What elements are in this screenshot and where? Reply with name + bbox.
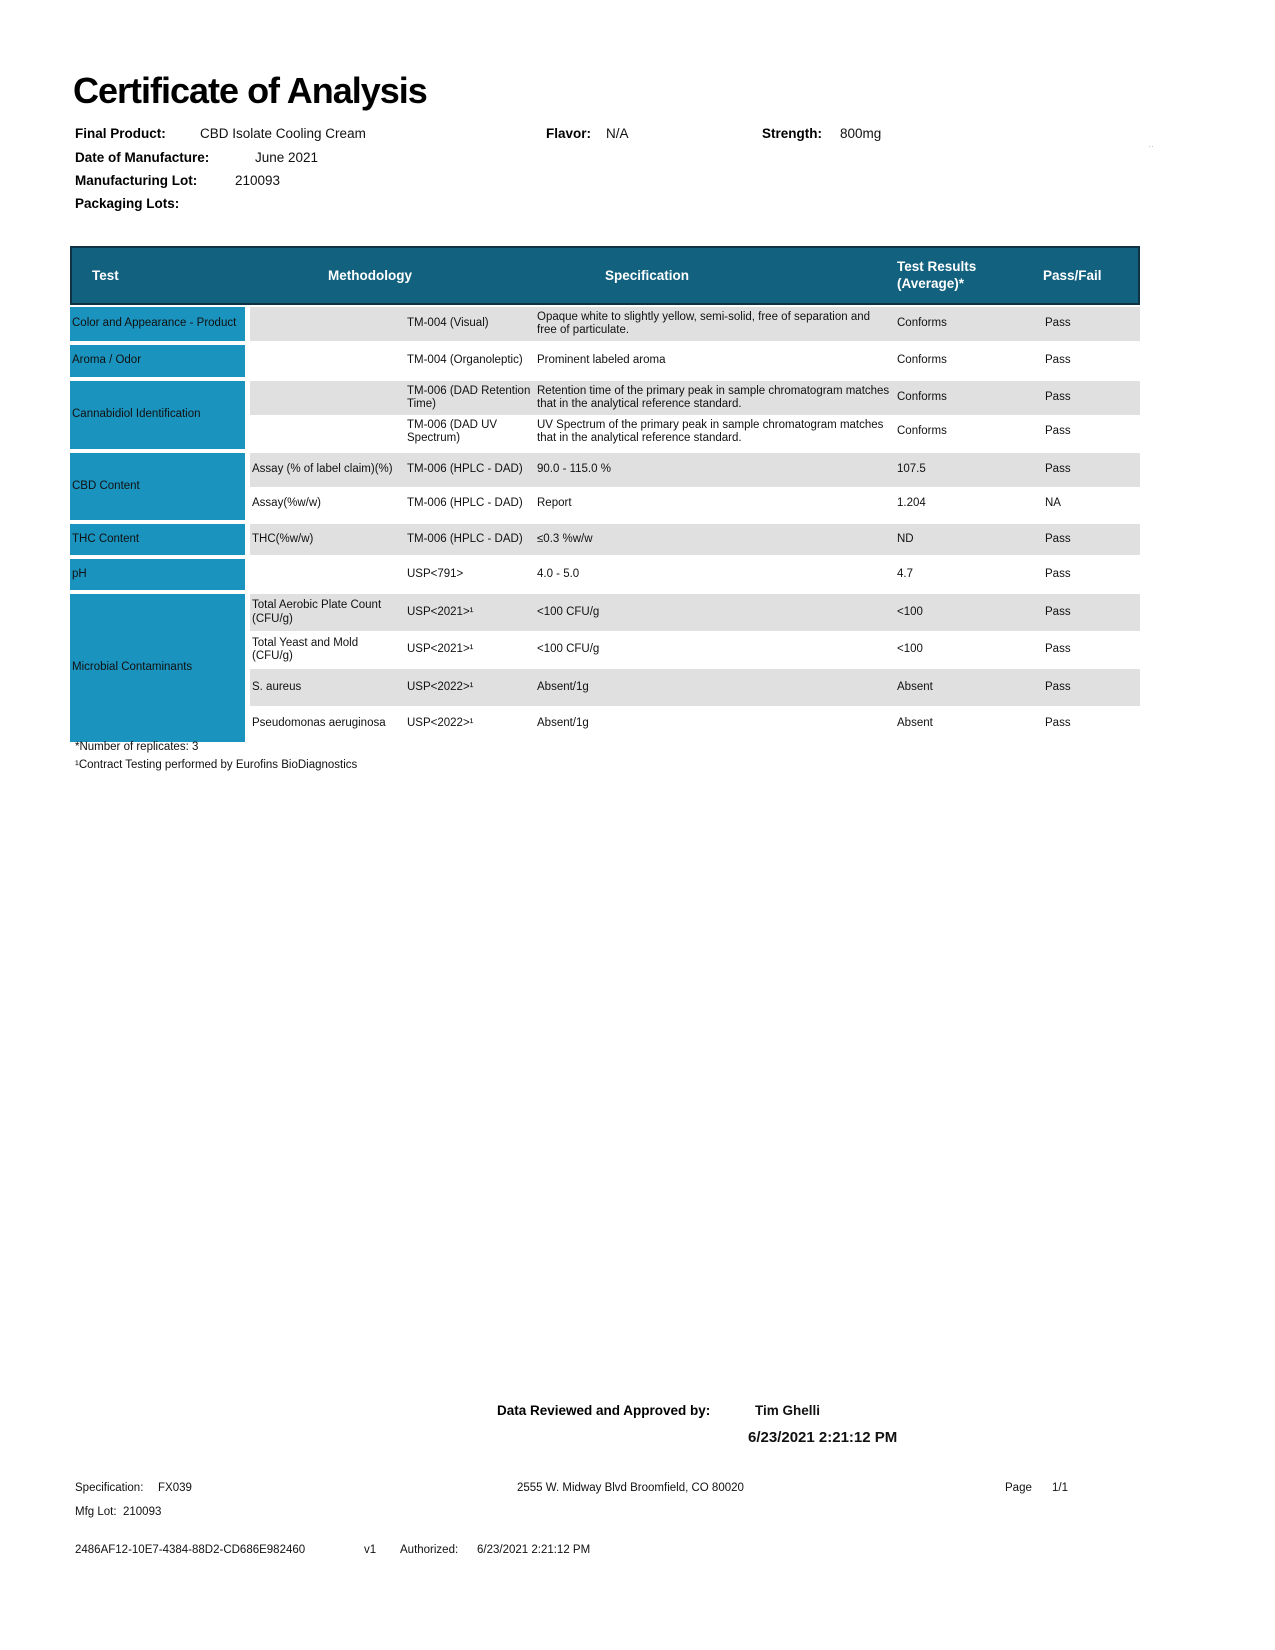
specification-cell: Absent/1g [535,706,895,742]
result-cell: Conforms [895,415,1043,449]
date-of-manufacture-value: June 2021 [255,150,319,165]
strength-value: 800mg [840,126,882,141]
subtest-cell [250,307,405,341]
subtest-cell: THC(%w/w) [250,524,405,555]
final-product-label: Final Product: [75,126,166,141]
methodology-cell: TM-004 (Visual) [405,307,535,341]
flavor-label: Flavor: [546,126,592,141]
column-header-pass-fail: Pass/Fail [1043,268,1102,283]
footer-mfg-lot-label: Mfg Lot: [75,1506,117,1518]
table-row [70,307,1140,341]
footer-document-id: 2486AF12-10E7-4384-88D2-CD686E982460 [75,1544,306,1556]
result-cell: Conforms [895,345,1043,377]
flavor-value: N/A [606,126,629,141]
column-header-test-results-line1: Test Results [897,259,977,274]
specification-cell: Prominent labeled aroma [535,345,895,377]
methodology-cell: USP<2021>¹ [405,631,535,669]
column-header-methodology: Methodology [328,268,412,283]
methodology-cell: TM-004 (Organoleptic) [405,345,535,377]
footer-page-value: 1/1 [1052,1482,1068,1494]
pass-fail-cell: Pass [1043,706,1140,742]
methodology-cell: TM-006 (HPLC - DAD) [405,487,535,520]
footer-address: 2555 W. Midway Blvd Broomfield, CO 80020 [517,1482,744,1494]
approval-datetime: 6/23/2021 2:21:12 PM [748,1429,898,1446]
column-header-specification: Specification [605,268,690,283]
footnote-contract-testing: ¹Contract Testing performed by Eurofins BioDiagnostics [75,759,358,771]
footer-authorized-label: Authorized: [400,1544,459,1556]
subtest-cell: Total Aerobic Plate Count (CFU/g) [250,594,405,631]
footer-authorized-datetime: 6/23/2021 2:21:12 PM [477,1544,591,1556]
methodology-cell: TM-006 (DAD UV Spectrum) [405,415,535,449]
results-table-body [70,307,1140,742]
column-header-test: Test [92,268,119,283]
approval-label: Data Reviewed and Approved by: [497,1403,711,1418]
methodology-cell: TM-006 (HPLC - DAD) [405,524,535,555]
specification-cell: 4.0 - 5.0 [535,559,895,590]
specification-cell: 90.0 - 115.0 % [535,453,895,487]
table-row [70,453,1140,487]
pass-fail-cell: Pass [1043,307,1140,341]
pass-fail-cell: Pass [1043,345,1140,377]
test-group-cell: Aroma / Odor [70,345,250,377]
result-cell: Absent [895,706,1043,742]
subtest-cell: Assay (% of label claim)(%) [250,453,405,487]
result-cell: Conforms [895,307,1043,341]
footnote-replicates: *Number of replicates: 3 [75,741,199,753]
manufacturing-lot-value: 210093 [235,173,281,188]
result-cell: ND [895,524,1043,555]
strength-label: Strength: [762,126,822,141]
pass-fail-cell: Pass [1043,594,1140,631]
methodology-cell: TM-006 (HPLC - DAD) [405,453,535,487]
pass-fail-cell: Pass [1043,631,1140,669]
test-group-cell: Microbial Contaminants [70,594,250,742]
specification-cell: Retention time of the primary peak in sample chromatogram matches that in the analytical reference standard. [535,381,895,415]
footer-mfg-lot-value: 210093 [123,1506,162,1518]
manufacturing-lot-label: Manufacturing Lot: [75,173,198,188]
table-row [70,345,1140,377]
methodology-cell: USP<2021>¹ [405,594,535,631]
specification-cell: Opaque white to slightly yellow, semi-solid, free of separation and free of particulate. [535,307,895,341]
pass-fail-cell: Pass [1043,669,1140,706]
specification-cell: <100 CFU/g [535,631,895,669]
specification-cell: <100 CFU/g [535,594,895,631]
table-row [70,559,1140,590]
specification-cell: Report [535,487,895,520]
methodology-cell: USP<791> [405,559,535,590]
test-group-cell: pH [70,559,250,590]
final-product-value: CBD Isolate Cooling Cream [200,126,366,141]
result-cell: Conforms [895,381,1043,415]
result-cell: <100 [895,631,1043,669]
pass-fail-cell: Pass [1043,453,1140,487]
subtest-cell: Assay(%w/w) [250,487,405,520]
table-row [70,524,1140,555]
page-title: Certificate of Analysis [73,70,427,111]
subtest-cell [250,415,405,449]
specification-cell: ≤0.3 %w/w [535,524,895,555]
column-header-test-results-line2: (Average)* [897,276,965,291]
results-table [70,246,1140,742]
subtest-cell [250,381,405,415]
methodology-cell: USP<2022>¹ [405,669,535,706]
table-row [70,594,1140,631]
specification-cell: Absent/1g [535,669,895,706]
pass-fail-cell: Pass [1043,524,1140,555]
table-row [70,381,1140,415]
footer-version: v1 [364,1544,377,1556]
pass-fail-cell: Pass [1043,559,1140,590]
subtest-cell [250,559,405,590]
footer-specification-label: Specification: [75,1482,144,1494]
packaging-lots-label: Packaging Lots: [75,196,180,211]
result-cell: 1.204 [895,487,1043,520]
methodology-cell: USP<2022>¹ [405,706,535,742]
footer-page-label: Page [1005,1482,1032,1494]
pass-fail-cell: Pass [1043,415,1140,449]
test-group-cell: CBD Content [70,453,250,520]
pass-fail-cell: Pass [1043,381,1140,415]
test-group-cell: Color and Appearance - Product [70,307,250,341]
approver-name: Tim Ghelli [755,1403,821,1418]
subtest-cell: Total Yeast and Mold (CFU/g) [250,631,405,669]
pass-fail-cell: NA [1043,487,1140,520]
result-cell: Absent [895,669,1043,706]
subtest-cell: Pseudomonas aeruginosa [250,706,405,742]
specification-cell: UV Spectrum of the primary peak in sample chromatogram matches that in the analytical reference standard. [535,415,895,449]
methodology-cell: TM-006 (DAD Retention Time) [405,381,535,415]
subtest-cell [250,345,405,377]
scan-artifact: ‥ [1148,139,1155,149]
test-group-cell: Cannabidiol Identification [70,381,250,449]
date-of-manufacture-label: Date of Manufacture: [75,150,210,165]
subtest-cell: S. aureus [250,669,405,706]
result-cell: <100 [895,594,1043,631]
result-cell: 4.7 [895,559,1043,590]
footer-specification-value: FX039 [158,1482,192,1494]
result-cell: 107.5 [895,453,1043,487]
test-group-cell: THC Content [70,524,250,555]
results-table-header [70,246,1140,305]
